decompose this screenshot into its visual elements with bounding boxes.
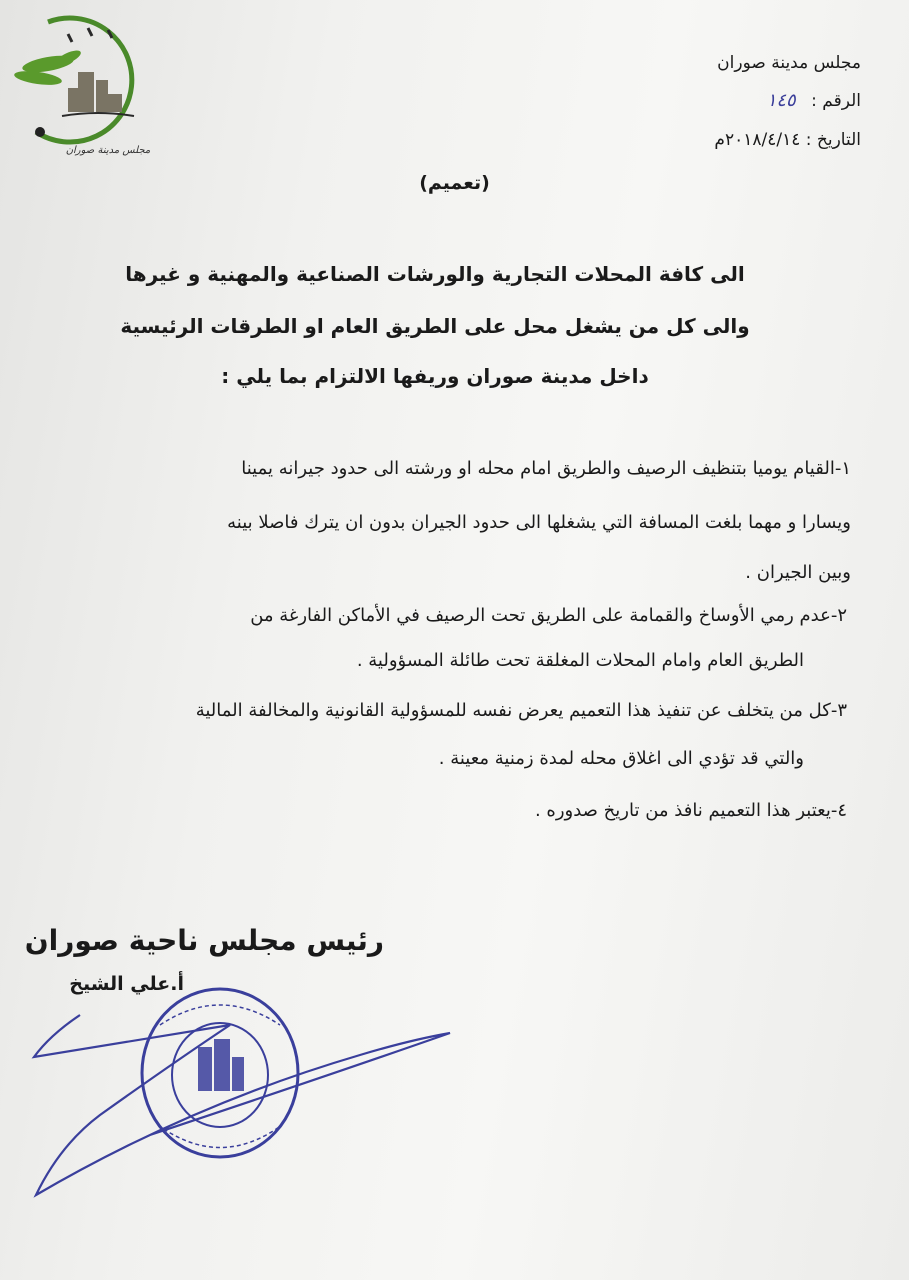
document-subject: (تعميم) [419, 172, 490, 194]
signature-title: رئيس مجلس ناحية صوران [24, 924, 384, 957]
item-2-line-1: ٢-عدم رمي الأوساخ والقمامة على الطريق تحت الرصيف في الأماكن الفارغة من [250, 605, 847, 626]
address-line: والى كل من يشغل محل على الطريق العام او الطرقات الرئيسية [120, 314, 750, 338]
stamp-seal-icon [142, 989, 298, 1157]
number-label: الرقم : [811, 91, 861, 111]
item-3-line-1: ٣-كل من يتخلف عن تنفيذ هذا التعميم يعرض نفسه للمسؤولية القانونية والمخالفة المالية [195, 700, 847, 721]
header-council-name: مجلس مدينة صوران [717, 53, 861, 73]
header-date [714, 130, 861, 150]
item-1-line-3: وبين الجيران . [745, 562, 851, 583]
council-logo [8, 14, 160, 156]
address-line: الى كافة المحلات التجارية والورشات الصناعية والمهنية و غيرها [125, 262, 745, 286]
date-label: التاريخ : [805, 130, 861, 150]
handwritten-signature-icon [34, 1015, 450, 1195]
address-line: داخل مدينة صوران وريفها الالتزام بما يلي : [221, 364, 649, 388]
item-1-line-2: ويسارا و مهما بلغت المسافة التي يشغلها الى حدود الجيران بدون ان يترك فاصلا بينه [227, 512, 851, 533]
item-4-line-1: ٤-يعتبر هذا التعميم نافذ من تاريخ صدوره . [534, 800, 847, 821]
item-2-line-2: الطريق العام وامام المحلات المغلقة تحت طائلة المسؤولية . [356, 650, 804, 671]
header-number [767, 90, 861, 111]
date-value: ٢٠١٨/٤/١٤م [714, 130, 801, 150]
logo-emblem-icon [8, 14, 160, 152]
item-3-line-2: والتي قد تؤدي الى اغلاق محله لمدة زمنية معينة . [438, 748, 804, 769]
logo-caption: مجلس مدينة صوران [65, 145, 151, 156]
signature-name: أ.علي الشيخ [69, 973, 184, 995]
item-1-line-1: ١-القيام يوميا بتنظيف الرصيف والطريق امام محله او ورشته الى حدود جيرانه يمينا [241, 458, 851, 479]
official-stamp [30, 985, 460, 1205]
number-value: ١٤٥ [766, 90, 796, 111]
